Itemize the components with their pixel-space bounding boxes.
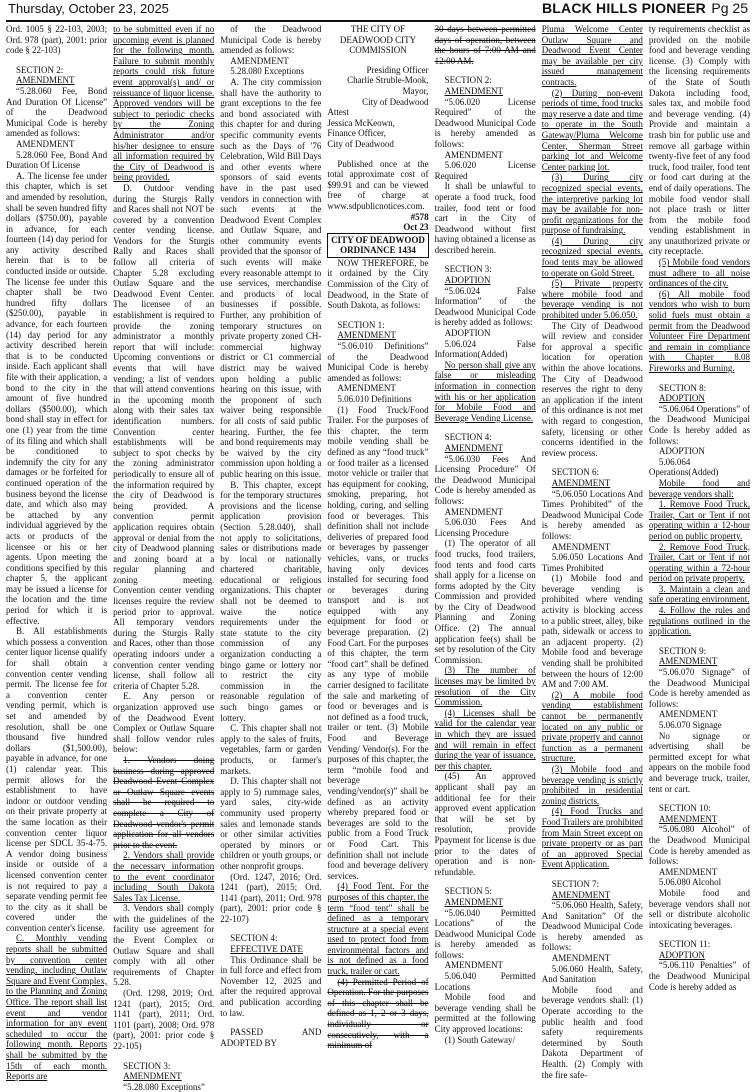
paragraph: E. Any person or organization approved use of the Deadwood Event Complex or Outlaw Square shall follow vendor rules below: [113, 691, 215, 755]
paragraph: A. The license fee under this chapter, which is set and amended by resolution, shall be seven hundred fifty dollars ($750.00), payable in advance, for each fourteen (14) day period for any activity described herein that is to be conducted inside or outside. The license fee under this chapter shall be two hundred fifty dollars ($250.00), payable in advance, for each fourteen (14) day period for any activity described herein that is to be conducted inside. Each applicant shall file with their application, a bond to the city in the amount of five hundred dollars ($500.00), which bond shall stay in effect for one (1) year from the time of its filing and which shall be conditioned to indemnify the city for any damages or be forfeited for continued operation of the business beyond the license date, and which also may be attached by any individual aggrieved by the acts or products of the licensee or his or her agents. Upon meeting the conditions specified by this chapter 5, the applicant may be issued a license for the location and the time period for which it is effective. [6, 170, 108, 626]
amendment-intro: “5.06.050 Locations And Times Prohibited” of the Deadwood Municipal Code is hereby amended as follows: [541, 488, 643, 541]
effective-date-label: EFFECTIVE DATE [230, 944, 304, 955]
paragraph: Mobile food and beverage vendors shall: [648, 477, 750, 499]
amendment-intro: of the Deadwood Municipal Code is hereby amended as follows: [220, 24, 322, 56]
paragraph: B. All establishments which possess a convention center liquor license qualify for shall obtain a convention center vending permit. The license fee for a convention center vending permit, which is set and amended by resolution, shall be one thousand five hundred dollars ($1,500.00), payable in advance, for one (1) calendar year. This permit allows for the establishment to have indoor or outdoor vending on their private property at the same location as their convention center liquor license per SDCL 35-4-75. A vendor doing business inside or outside of a licensed convention center is not required to pay a separate vending permit fee to the city as it shall be covered under the convention center's license. [6, 626, 108, 933]
page-number: Pg 25 [711, 0, 748, 16]
amendment-label: AMENDMENT [658, 866, 718, 877]
paragraph: B. This chapter, except for the temporary structures provisions and the license application provision (Section 5.28.040), shall not apply to solicitations, sales or distributions made by local or nationally chartered charitable, educational or religious organizations. This chapter shall not be deemed to waive the notice requirements under the state statute to the city commission of any organization conducting a bingo game or lottery nor to restrict the city commission in the reasonable regulation of such bingo games or lottery. [220, 479, 322, 723]
attest-label: Attest [327, 107, 349, 118]
amendment-intro: “5.06.020 License Required” of the Deadwood Municipal Code is hereby amended as follows: [434, 96, 536, 149]
section-heading: SECTION 7: [551, 878, 599, 889]
section-heading: SECTION 11: [658, 939, 711, 950]
code-title: 5.06.060 Health, Safety, And Sanitation [541, 963, 643, 985]
amendment-label: AMENDMENT [444, 506, 504, 517]
amendment-label: AMENDMENT [658, 813, 718, 824]
issue-date: Thursday, October 23, 2025 [8, 1, 169, 16]
paragraph: C. Monthly vending reports shall be submitted by convention center vending, including Outlaw Square and Event Complex, to the Planning and Zoning Office. The report shall list event and vendor information for any event scheduled to occur the following month. Reports shall be submitted by the 15th of each month. Reports are [6, 933, 108, 1082]
paragraph: to be submitted even if no upcoming event is planned for the following month. Failure to submit monthly reports could risk future event approval(s) and/ or reissuance of liquor license. Approved vendors will be subject to periodic checks by the Zoning Administrator and/or his/her designee to ensure all information required by the City of Deadwood is being provided. [113, 24, 215, 183]
adoption-label: ADOPTION [658, 446, 705, 457]
column-7 [649, 24, 750, 1090]
amendment-label: AMENDMENT [658, 656, 718, 667]
list-item: (5) Mobile food vendors must adhere to all noise ordinances of the city. [648, 257, 750, 289]
amendment-label: AMENDMENT [444, 85, 504, 96]
amendment-label: AMENDMENT [337, 330, 396, 341]
amendment-label: AMENDMENT [337, 383, 396, 394]
code-title: 5.28.080 Exceptions [230, 66, 305, 77]
paragraph: (1) Mobile food and beverage vending is prohibited where vending activity is blocking access to a public street, alley, bike path, sidewalk or access to an adjacent property. (2) Mobile food and beverage vending shall be prohibited between the hours of 12:00 AM and 7:00 AM. [541, 573, 643, 690]
paragraph: (1) Food Truck/Food Trailer. For the purposes of this chapter, the term mobile vending shall be defined as any “food truck” or food trailer as a licensed motor vehicle or trailer that has equipment for cooking, smoking, preparing, hot holding, curing, and selling food or beverages. This definition shall not include deliveries of prepared food or beverages by passenger vehicles, vans, or trucks having only devices installed for securing food or beverages during transport and is not equipped with any equipment for food or beverage preparation. (2) Food Cart. For the purposes of this chapter, the term “food cart” shall be defined as any type of mobile carrier designed to facilitate the sale and marketing of food or beverages and is not defined as a food truck, trailer or tent. (3) Mobile Food and Beverage Vending/ Vendor(s). For the purposes of this chapter, the term “mobile food and beverage vending/vendor(s)” shall be defined as an activity whereby prepared food or beverages are sold to the public from a Food Truck or Food Cart. This definition shall not include food and beverage delivery services. [327, 404, 429, 881]
amendment-label: AMENDMENT [551, 889, 611, 900]
prior-code-note: Ord. 1005 § 22-103, 2003; Ord. 978 (part), 2001: prior code § 22-103) [6, 24, 108, 56]
commission-name: THE CITY OF DEADWOOD CITY COMMISSION [339, 24, 417, 56]
list-item: (4) Food Trucks and Food Trailers are prohibited from Main Street except on private property or as part of an approved Special Event Application. [541, 806, 643, 870]
code-title: 5.06.024 False Information(Added) [434, 338, 536, 360]
adoption-label: ADOPTION [444, 275, 491, 286]
mayor-name: Charlie Struble-Mook, [347, 75, 429, 86]
paragraph: Pluma Welcome Center Outlaw Square and Deadwood Event Center may be available per city issued management contracts. [541, 24, 643, 87]
amendment-label: AMENDMENT [551, 541, 611, 552]
section-heading: SECTION 5: [444, 886, 492, 897]
section-heading: SECTION 8: [658, 382, 707, 393]
amendment-intro: “5.06.070 Signage” of the Deadwood Municipal Code is hereby amended as follows: [648, 667, 750, 709]
mayor-title: Mayor, [402, 85, 429, 96]
paragraph: (45) An approved applicant shall pay an additional fee for their approved event application that will be set by resolution, provide Ppayment for license is due prior to the dates of operation and is non-refundable. [434, 771, 536, 877]
presiding-officer-label: Presiding Officer [366, 64, 429, 75]
amendment-intro: “5.06.080 Alcohol” of the Deadwood Municipal Code is hereby amended as follows: [648, 824, 750, 867]
amendment-intro: “5.06.040 Permitted Locations” of the Deadwood Municipal Code is hereby amended as follows: [434, 907, 536, 960]
masthead [6, 0, 750, 22]
amendment-label: AMENDMENT [551, 953, 611, 964]
code-title: 5.06.070 Signage [658, 720, 722, 730]
paragraph: (3) The number of licenses may be limited by resolution of the City Commission. [434, 665, 536, 708]
mayor-city: City of Deadwood [362, 96, 429, 107]
amendment-label: AMENDMENT [444, 442, 504, 453]
section-heading: SECTION 3: [123, 1060, 171, 1071]
finance-officer-city: City of Deadwood [327, 138, 394, 149]
newspaper-name: BLACK HILLS PIONEER [541, 0, 706, 16]
list-item: (4) During city recognized special events, food tents may be allowed to operate on Gold Street. [541, 235, 643, 278]
passed-adopted: PASSED AND ADOPTED BY [220, 1027, 322, 1048]
list-item: 3. Maintain a clean and safe operating environment. [648, 583, 750, 605]
adoption-label: ADOPTION [658, 949, 705, 960]
column-1 [6, 24, 107, 1090]
paragraph: (4) Licenses shall be valid for the calendar year in which they are issued and will remain in effect during the year of issuance, per this chapter. [434, 707, 536, 771]
section-heading: SECTION 1: [337, 319, 385, 330]
section-heading: SECTION 6: [551, 467, 599, 478]
paragraph: No signage or advertising shall be permitted except for what appears on the mobile food and beverage truck, trailer, tent or cart. [648, 730, 750, 794]
code-title: 5.06.010 Definitions [337, 394, 412, 404]
section-heading: SECTION 10: [658, 803, 711, 814]
paragraph: ty requirements checklist as provided on the mobile food and beverage vending license. (3) Comply with the licensing requirements of the State of South Dakota including food, sales tax, and mobile food and beverage vending. (4) Provide and maintain a trash bin for public use and remove all garbage within twenty-five feet of any food truck, food trailer, food tent or food cart during at the end of daily operations. The mobile food vendor shall not place trash or litter from the mobile food vending establishment in any unauthorized private or city receptacle. [648, 24, 750, 257]
finance-officer-title: Finance Officer, [327, 128, 386, 139]
section-heading: SECTION 4: [230, 933, 278, 944]
ordinance-history: (Ord. 1247, 2016; Ord. 1241 (part), 2015; Ord. 1141 (part), 2011; Ord. 978 (part), 2001: prior code § 22-107) [220, 871, 322, 924]
section-heading: SECTION 2: [444, 75, 492, 86]
list-item: 2. Remove Food Truck, Trailer, Cart or Tent if not operating within a 72-hour period on private property. [648, 541, 750, 584]
paragraph: C. This chapter shall not apply to the sales of fruits, vegetables, farm or garden products, or farmer's markets. [220, 723, 322, 776]
paragraph: (1) The operator of all food trucks, food trailers, food tents and food carts shall apply for a license on forms adopted by the City Commission and provided by the City of Deadwood Planning and Zoning Office. (2) The annual application fee(s) shall be set by resolution of the City Commission. [434, 538, 536, 665]
code-title: 5.06.080 Alcohol [658, 877, 722, 888]
amendment-label: AMENDMENT [444, 149, 504, 160]
section-heading: SECTION 4: [444, 432, 492, 443]
list-item: 4. Follow the rules and regulations outlined in the application. [648, 605, 750, 637]
code-title: 5.06.050 Locations And Times Prohibited [541, 552, 643, 573]
legal-notices-columns [6, 24, 750, 1090]
list-item: 1. Vendors doing business during approved Deadwood Event Complex or Outlaw Square events shall be required to complete a City of Deadwood vendor's permit application for all vendors prior to the event. [113, 754, 215, 850]
amendment-label: AMENDMENT [658, 709, 718, 720]
paragraph: (4) Food Tent. For the purposes of this chapter, the term “food tent” shall be defined as a temporary structure at a special event used to protect food from environmental factors and is not defined as a food truck, trailer or cart. [327, 881, 429, 977]
amendment-label: AMENDMENT [16, 75, 75, 86]
publication-note: Published once at the total approximate cost of $99.91 and can be viewed free of charge at www.sdpublicnotices.com. [327, 158, 429, 211]
amendment-label: AMENDMENT [123, 1071, 182, 1082]
paragraph: 30 days between permitted days of operation, between the hours of 7:00 AM and 12:00 AM. [434, 24, 536, 66]
paragraph: The City of Deadwood will review and consider for approval a specific location for operation within the above locations. The City of Deadwood reserves the right to deny an application if the intent of this ordinance is not met with regard to congestion, safety, licensing or other concerns identified in the review process. [541, 320, 643, 458]
amendment-intro: “5.06.060 Health, Safety, And Sanitation” Of the Deadwood Municipal Code is hereby amended as follows: [541, 900, 643, 953]
paragraph: Mobile food and beverage vendors shall not sell or distribute alcoholic intoxicating beverages. [648, 887, 750, 930]
list-item: (2) A mobile food vending establishment cannot be permanently located on any public or private property and cannot function as a permanent structure. [541, 689, 643, 764]
list-item: (6) All mobile food vendors who wish to burn solid fuels must obtain a permit from the Deadwood Volunteer Fire Department and remain in compliance with Chapter 8.08 Fireworks and Burning. [648, 288, 750, 373]
list-item: 2. Vendors shall provide the necessary information to the event coordinator including South Dakota Sales Tax License. [113, 850, 215, 903]
column-6 [542, 24, 643, 1090]
paragraph: NOW THEREFORE, be it ordained by the City Commission of the City of Deadwood, in the State of South Dakota, as follows: [327, 257, 429, 311]
paragraph: Mobile food and beverage vending shall be permitted at the following City approved locations: [434, 992, 536, 1035]
section-heading: SECTION 9: [658, 645, 707, 656]
amendment-label: AMENDMENT [444, 896, 504, 907]
list-item: (5) Private property where mobile food and beverage vending is not prohibited under 5.06.050. [541, 278, 643, 321]
paragraph: D. This chapter shall not apply to 5) rummage sales, yard sales, city-wide community used property sales and lemonade stands or other similar activities operated by minors or children or youth groups, or other nonprofit groups. [220, 776, 322, 871]
adoption-label: ADOPTION [658, 393, 705, 404]
code-title: 5.28.060 Fee, Bond And Duration Of License [6, 149, 108, 171]
paragraph: (4) Permitted Period of Operation. For the purposes of this chapter shall be defined as 1, 2 or 3 days, individually or consecutively, with a minimum of [327, 976, 429, 1051]
paragraph: A. The city commission shall have the authority to grant exceptions to the fee and bond associated with this chapter for and during specific community events such as the Days of '76 Celebration, Wild Bill Days and other events where sponsors of said events have in the past used vendors in connection with such events at the Deadwood Event Complex and Outlaw Square, and other community events provided that the sponsor of such events will make every reasonable attempt to use services, merchandise and products of local businesses if possible. Further, any prohibition of temporary structures on private property zoned CH-commercial highway district or C1 commercial district may be waived upon holding a public hearing on this issue, with the proponent of such waiver being responsible for all costs of said public hearing. Further, the fee and bond requirements may be waived by the city commission upon holding a public hearing on this issue. [220, 76, 322, 479]
adoption-intro: “5.06.024 False Information” of the Deadwood Municipal Code is hereby added as follows: [434, 285, 536, 328]
amendment-label: AMENDMENT [230, 55, 289, 66]
list-item: 1. Remove Food Truck, Trailer, Cart or Tent if not operating within a 12-hour period on public property. [648, 499, 750, 541]
paragraph: D. Outdoor vending during the Sturgis Rally and Races shall not NOT be covered by a convention center vending license. Vendors for the Sturgis Rally and Races shall follow all criteria of Chapter 5.28 excluding Outlaw Square and the Deadwood Event Center. The licensee of an establishment is required to provide the zoning administrator a monthly report that will include: Upcoming conventions or events that will have vending; a list of vendors that will attend conventions in the upcoming month along with their sales tax identification numbers. Convention center establishments will be subject to spot checks by the zoning administrator periodically to ensure all of the information required by the city of Deadwood is being provided. A convention permit application requires obtain approval or denial from the city of Deadwood planning and zoning board at a regular planning and zoning meeting. Convention center vending licenses require the review period prior to approval. All temporary vendors during the Sturgis Rally and Races, other than those operating indoors under a convention center vending license, shall follow all criteria of Chapter 5.28. [113, 182, 215, 691]
notice-number: #578 [410, 211, 429, 222]
notice-date: Oct 23 [403, 222, 429, 233]
amendment-label: AMENDMENT [551, 477, 611, 488]
code-title: 5.06.020 License Required [434, 160, 536, 181]
paragraph: No person shall give any false or misleading information in connection with his or her application for Mobile Food and Beverage Vending License. [434, 359, 536, 423]
code-title: 5.06.040 Permitted Locations [434, 971, 536, 992]
amendment-label: AMENDMENT [16, 138, 75, 149]
adoption-intro: “5.06.110 Penalties” of the Deadwood Municipal Code is hereby added as [648, 960, 750, 992]
code-title: “5.28.080 Exceptions” [123, 1081, 205, 1092]
paragraph: It shall be unlawful to operate a food truck, food trailer, food tent or food cart in the City of Deadwood without first having obtained a license as described herein. [434, 181, 536, 255]
adoption-intro: “5.06.064 Operations” of the Deadwood Municipal Code Is hereby added as follows: [648, 403, 750, 446]
column-3 [220, 24, 321, 1090]
ordinance-history: (Ord. 1298, 2019; Ord. 1241 (part), 2015; Ord. 1141 (part), 2011; Ord. 1101 (part), 2008; Ord. 978 (part), 2001: prior code § 22-105) [113, 988, 215, 1051]
amendment-intro: “5.06.030 Fees And Licensing Procedure” Of the Deadwood Municipal Code is hereby amended as follows: [434, 453, 536, 506]
column-4 [327, 24, 428, 1090]
list-item: (2) During non-event periods of time, food trucks may reserve a date and time to operate in the South Gateway/Pluma Welcome Center, Sherman Street parking lot and Welcome Center parking lot. [541, 87, 643, 172]
paragraph: Mobile food and beverage vendors shall: (1) Operate according to the public health and food safety requirements determined by South Dakota Department of Health. (2) Comply with the fire safe- [541, 984, 643, 1080]
list-item: (3) During city recognized special events, the interpretive parking lot may be available for non-profit organizations for the purpose of fundraising. [541, 172, 643, 236]
list-item: 3. Vendors shall comply with the guidelines of the facility use agreement for the Event Complex or Outlaw Square and shall comply with all other requirements of Chapter 5.28. [113, 903, 215, 988]
column-2 [113, 24, 214, 1090]
code-title: 5.06.064 Operations(Added) [648, 456, 719, 478]
adoption-label: ADOPTION [444, 328, 491, 339]
list-item: (1) South Gateway/ [444, 1034, 516, 1045]
amendment-intro: “5.28.060 Fee, Bond And Duration Of License” of the Deadwood Municipal Code is hereby amended as follows: [6, 85, 108, 139]
list-item: (3) Mobile food and beverage vending is strictly prohibited in residential zoning districts. [541, 763, 643, 806]
code-title: 5.06.030 Fees And Licensing Procedure [434, 517, 536, 538]
section-heading: SECTION 3: [444, 264, 492, 275]
paragraph: This Ordinance shall be in full force and effect from November 12, 2025 and after the required approval and publication according to law. [220, 954, 322, 1018]
amendment-label: AMENDMENT [444, 960, 504, 971]
column-5 [435, 24, 536, 1090]
ordinance-heading: CITY OF DEADWOOD ORDINANCE 1434 [327, 233, 428, 258]
amendment-intro: “5.06.010 Definitions” of the Deadwood Municipal Code is hereby amended as follows: [327, 341, 429, 383]
finance-officer-name: Jessica McKeown, [327, 117, 395, 128]
section-heading: SECTION 2: [16, 64, 64, 75]
